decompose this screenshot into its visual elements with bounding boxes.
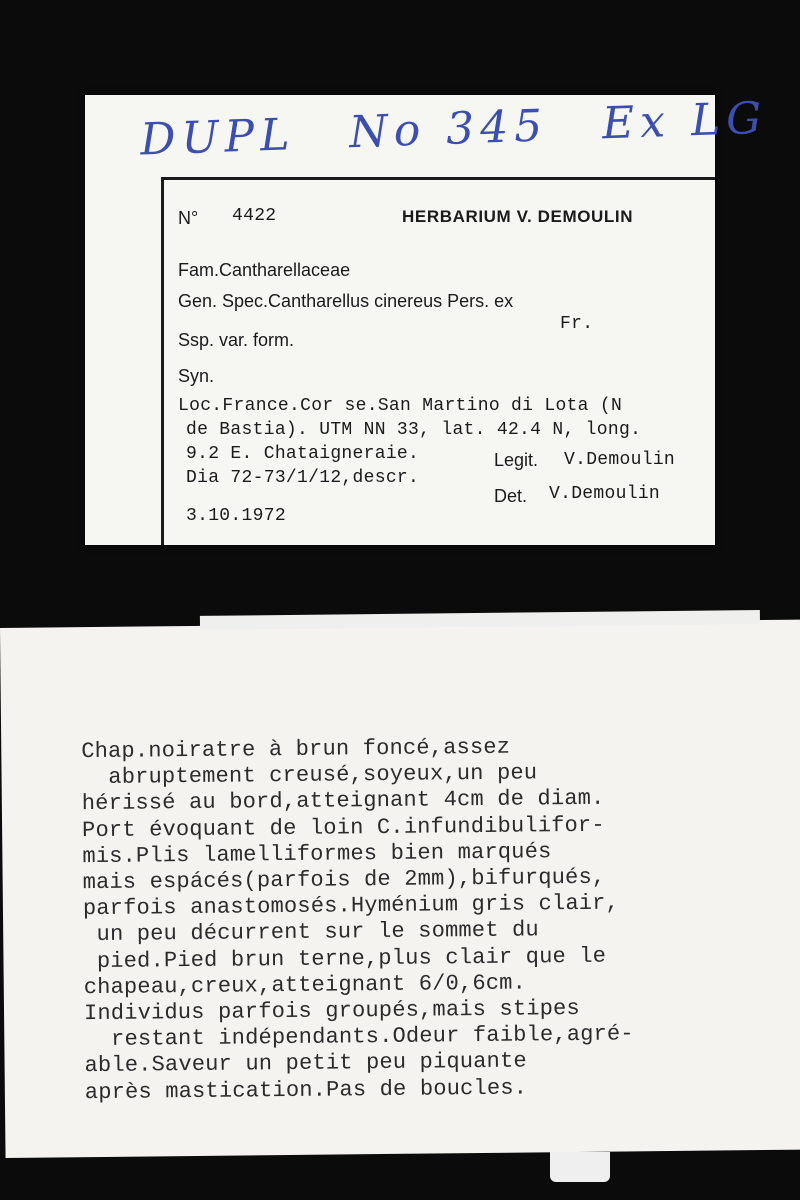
hand-dupl: DUPL: [139, 109, 297, 166]
genspec-line-1: Gen. Spec.Cantharellus cinereus Pers. ex: [178, 291, 514, 311]
description-line: mis.Plis lamelliformes bien marqués: [82, 839, 552, 869]
handwritten-annotation: [139, 91, 800, 165]
locality-line-3: 9.2 E. Chataigneraie.: [186, 444, 420, 464]
legit-label: Legit.: [494, 450, 539, 470]
description-line: Chap.noiratre à brun foncé,assez: [81, 734, 511, 765]
description-line: hérissé au bord,atteignant 4cm de diam.: [81, 786, 605, 817]
description-line: restant indépendants.Odeur faible,agré-: [84, 1021, 634, 1053]
locality-line-4: Dia 72-73/1/12,descr.: [186, 468, 420, 488]
ssp-line: Ssp. var. form.: [178, 330, 295, 350]
description-text: [81, 733, 634, 1106]
holder-stand: [550, 1152, 610, 1182]
description-line: Individus parfois groupés,mais stipes: [83, 995, 581, 1027]
description-line: mais espácés(parfois de 2mm),bifurqués,: [82, 864, 606, 896]
description-line: chapeau,creux,atteignant 6/0,6cm.: [83, 970, 527, 1000]
description-line: un peu décurrent sur le sommet du: [83, 917, 540, 948]
hand-number: No 345: [348, 100, 549, 159]
specimen-number: 4422: [232, 206, 277, 226]
collection-date: 3.10.1972: [186, 506, 286, 526]
herbarium-title: HERBARIUM V. DEMOULIN: [402, 207, 634, 226]
label-box: [161, 177, 715, 545]
description-line: Port évoquant de loin C.infundibulifor-: [81, 812, 605, 843]
det-label: Det.: [494, 486, 528, 506]
herbarium-label: [85, 92, 769, 545]
note-fold: [200, 610, 760, 630]
locality-line-2: de Bastia). UTM NN 33, lat. 42.4 N, long.: [186, 420, 642, 440]
number-prefix: N°: [178, 208, 199, 228]
syn-line: Syn.: [178, 366, 215, 386]
description-note: [0, 620, 800, 1158]
family-line: Fam.Cantharellaceae: [178, 260, 351, 280]
legit-value: V.Demoulin: [564, 450, 676, 470]
description-line: parfois anastomosés.Hyménium gris clair,: [82, 890, 620, 922]
description-line: après mastication.Pas de boucles.: [84, 1075, 528, 1105]
genspec-line-2: Fr.: [560, 314, 594, 334]
hand-ex: Ex LG: [601, 92, 769, 150]
locality-line-1: Loc.France.Cor se.San Martino di Lota (N: [178, 396, 623, 416]
description-line: pied.Pied brun terne,plus clair que le: [83, 943, 607, 974]
description-line: able.Saveur un petit peu piquante: [84, 1048, 527, 1079]
det-value: V.Demoulin: [549, 484, 661, 504]
description-line: abruptement creusé,soyeux,un peu: [81, 760, 538, 791]
